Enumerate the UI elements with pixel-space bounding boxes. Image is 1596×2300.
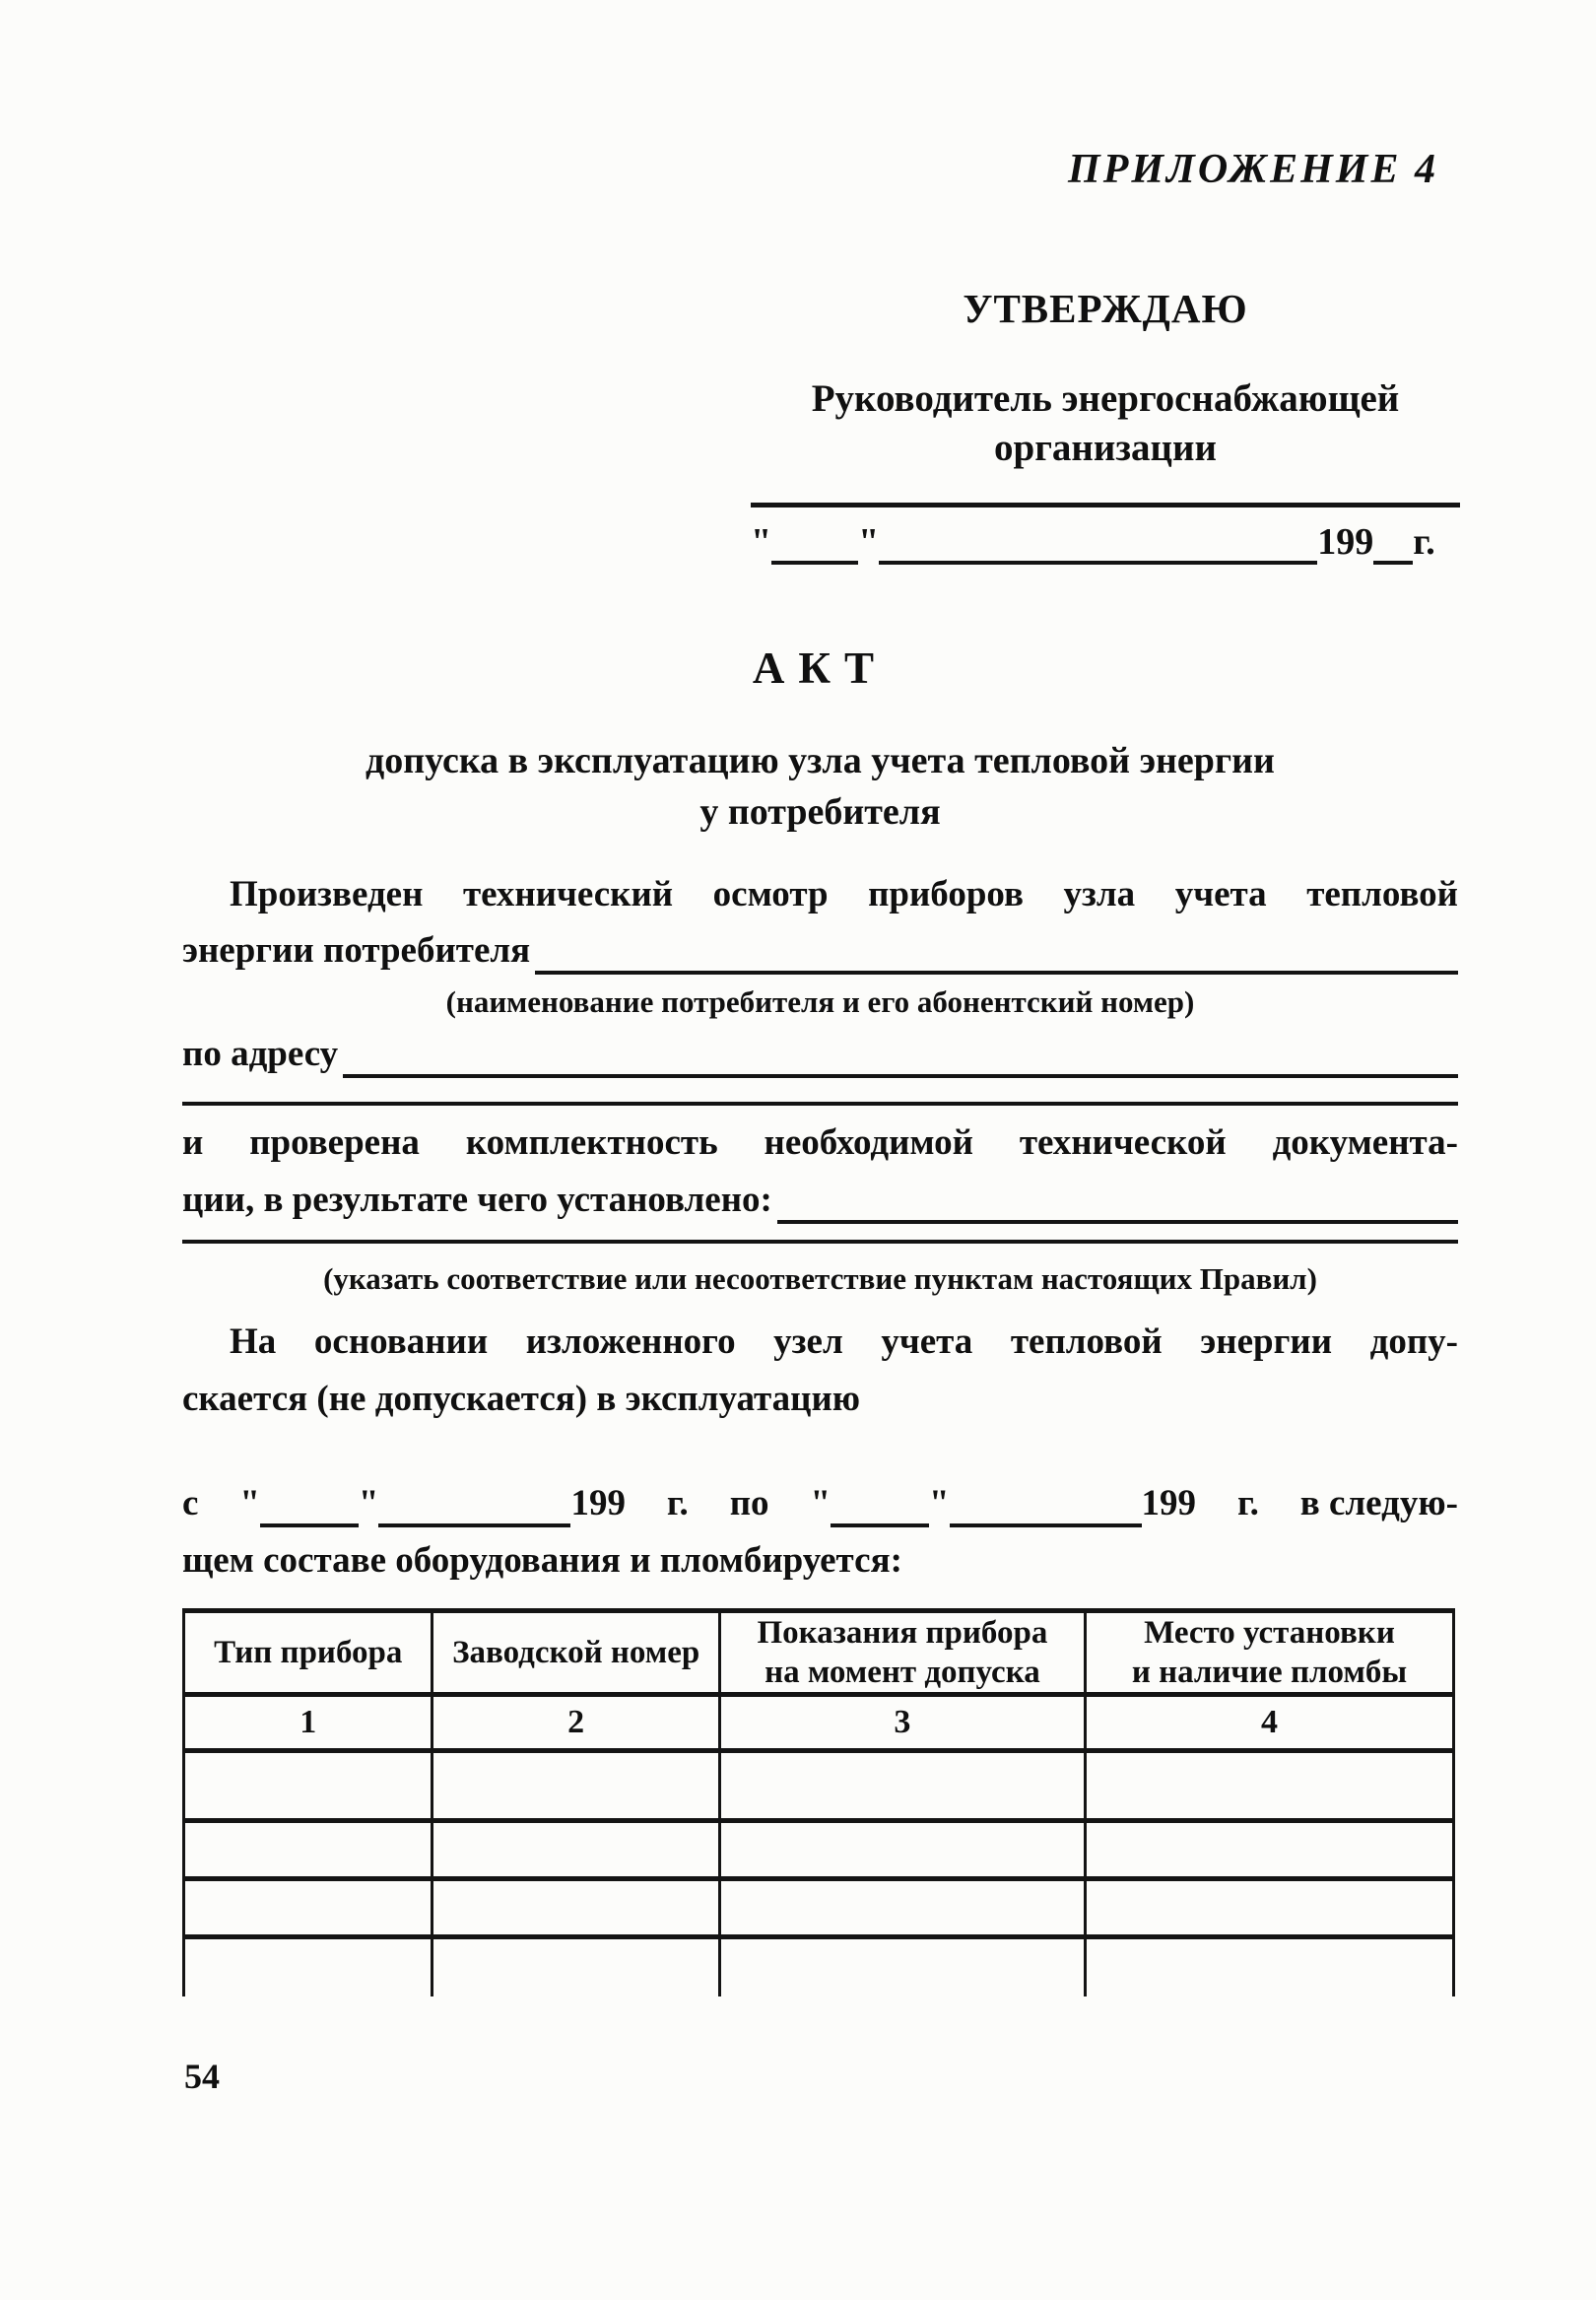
- to-day-blank-field: [831, 1518, 929, 1527]
- empty-cell: [719, 1937, 1085, 1997]
- approval-subtitle-line1: Руководитель энергоснабжающей: [811, 377, 1400, 420]
- approval-subtitle-line2: организации: [994, 427, 1217, 469]
- approval-title: УТВЕРЖДАЮ: [963, 286, 1248, 331]
- empty-cell: [184, 1937, 432, 1997]
- signature-line: [751, 503, 1460, 507]
- paragraph1-line1: Произведен технический осмотр приборов узла учета тепловой: [230, 874, 1458, 914]
- header-serial-number: [432, 1611, 719, 1695]
- from-day-blank-field: [260, 1518, 359, 1527]
- table-header-row: [184, 1611, 1454, 1695]
- to-year-label: 199: [1141, 1483, 1197, 1523]
- header-install-place-line1: Место установки: [1144, 1615, 1395, 1651]
- header-readings-line2: на момент допуска: [765, 1655, 1040, 1690]
- header-serial-number-label: Заводской номер: [452, 1635, 700, 1670]
- address-blank-field: [343, 1074, 1458, 1078]
- paragraph2-line2: [182, 1177, 1458, 1224]
- to-month-blank-field: [950, 1518, 1142, 1527]
- year-label: 199: [1317, 521, 1374, 563]
- empty-cell: [184, 1751, 432, 1821]
- column-number-row: [184, 1695, 1454, 1751]
- equipment-table: [182, 1608, 1455, 1996]
- table-empty-row: [184, 1879, 1454, 1937]
- empty-cell: [719, 1879, 1085, 1937]
- paragraph4-line2: щем составе оборудования и пломбируется:: [182, 1540, 902, 1581]
- empty-cell: [719, 1821, 1085, 1879]
- approval-date-line: [751, 519, 1460, 565]
- empty-cell: [719, 1751, 1085, 1821]
- empty-cell: [1085, 1821, 1453, 1879]
- quote-mark: ": [858, 521, 880, 563]
- empty-cell: [432, 1821, 719, 1879]
- paragraph3-line2: скается (не допускается) в эксплуатацию: [182, 1379, 861, 1419]
- empty-cell: [184, 1821, 432, 1879]
- from-year-label: 199: [570, 1483, 626, 1523]
- consumer-name-blank-field: [535, 971, 1458, 975]
- empty-cell: [1085, 1751, 1453, 1821]
- address-label: по адресу: [182, 1034, 339, 1074]
- appendix-label: ПРИЛОЖЕНИЕ 4: [1068, 147, 1438, 192]
- column-number-3: 3: [719, 1695, 1085, 1751]
- quote-mark: ": [358, 1483, 379, 1523]
- paragraph1-line2: [182, 927, 1458, 975]
- result-label: ции, в результате чего установлено:: [182, 1180, 772, 1220]
- act-subtitle-line1: допуска в эксплуатацию узла учета тепловой энергии: [366, 740, 1275, 781]
- consumer-name-hint: (наименование потребителя и его абонентский номер): [445, 984, 1195, 1019]
- address-line: [182, 1031, 1458, 1078]
- to-label: по: [729, 1483, 769, 1523]
- page-number: 54: [184, 2057, 220, 2096]
- act-subtitle-line2: у потребителя: [699, 791, 941, 833]
- quote-mark: ": [751, 521, 772, 563]
- compliance-hint: (указать соответствие или несоответствие пунктам настоящих Правил): [323, 1261, 1317, 1296]
- empty-cell: [432, 1879, 719, 1937]
- column-number-1: 1: [184, 1695, 432, 1751]
- blank-day-field: [771, 555, 858, 565]
- address-continuation-blank-line: [182, 1102, 1458, 1106]
- from-label: с: [182, 1483, 199, 1523]
- from-date-group: [239, 1480, 626, 1527]
- empty-cell: [1085, 1879, 1453, 1937]
- from-year-suffix: г.: [666, 1483, 689, 1523]
- empty-cell: [432, 1751, 719, 1821]
- from-month-blank-field: [378, 1518, 570, 1527]
- approval-block: [751, 284, 1460, 565]
- header-device-type-label: Тип прибора: [214, 1635, 403, 1670]
- column-number-4: 4: [1085, 1695, 1453, 1751]
- result-continuation-blank-line: [182, 1240, 1458, 1244]
- table-empty-row: [184, 1821, 1454, 1879]
- empty-cell: [184, 1879, 432, 1937]
- empty-cell: [1085, 1937, 1453, 1997]
- header-readings: [719, 1611, 1085, 1695]
- to-year-suffix: г.: [1236, 1483, 1259, 1523]
- quote-mark: ": [810, 1483, 831, 1523]
- empty-cell: [432, 1937, 719, 1997]
- validity-dates-line: [182, 1480, 1458, 1527]
- paragraph2-line1: и проверена комплектность необходимой технической документа-: [182, 1122, 1458, 1163]
- act-subtitle: [182, 735, 1458, 838]
- header-device-type: [184, 1611, 432, 1695]
- quote-mark: ": [928, 1483, 950, 1523]
- quote-mark: ": [239, 1483, 260, 1523]
- blank-month-field: [879, 555, 1317, 565]
- table-empty-row: [184, 1751, 1454, 1821]
- header-install-place: [1085, 1611, 1453, 1695]
- paragraph3-line1: На основании изложенного узел учета тепловой энергии допу-: [230, 1321, 1458, 1362]
- act-title: АКТ: [752, 643, 889, 693]
- header-install-place-line2: и наличие пломбы: [1131, 1655, 1408, 1690]
- result-blank-field: [777, 1220, 1458, 1224]
- consumer-name-label: энергии потребителя: [182, 930, 531, 971]
- dates-line-tail: в следую-: [1299, 1483, 1458, 1523]
- column-number-2: 2: [432, 1695, 719, 1751]
- header-readings-line1: Показания прибора: [757, 1615, 1048, 1651]
- to-date-group: [810, 1480, 1196, 1527]
- table-empty-row-open-bottom: [184, 1937, 1454, 1997]
- year-suffix-label: г.: [1413, 521, 1435, 563]
- blank-year-field: [1373, 555, 1413, 565]
